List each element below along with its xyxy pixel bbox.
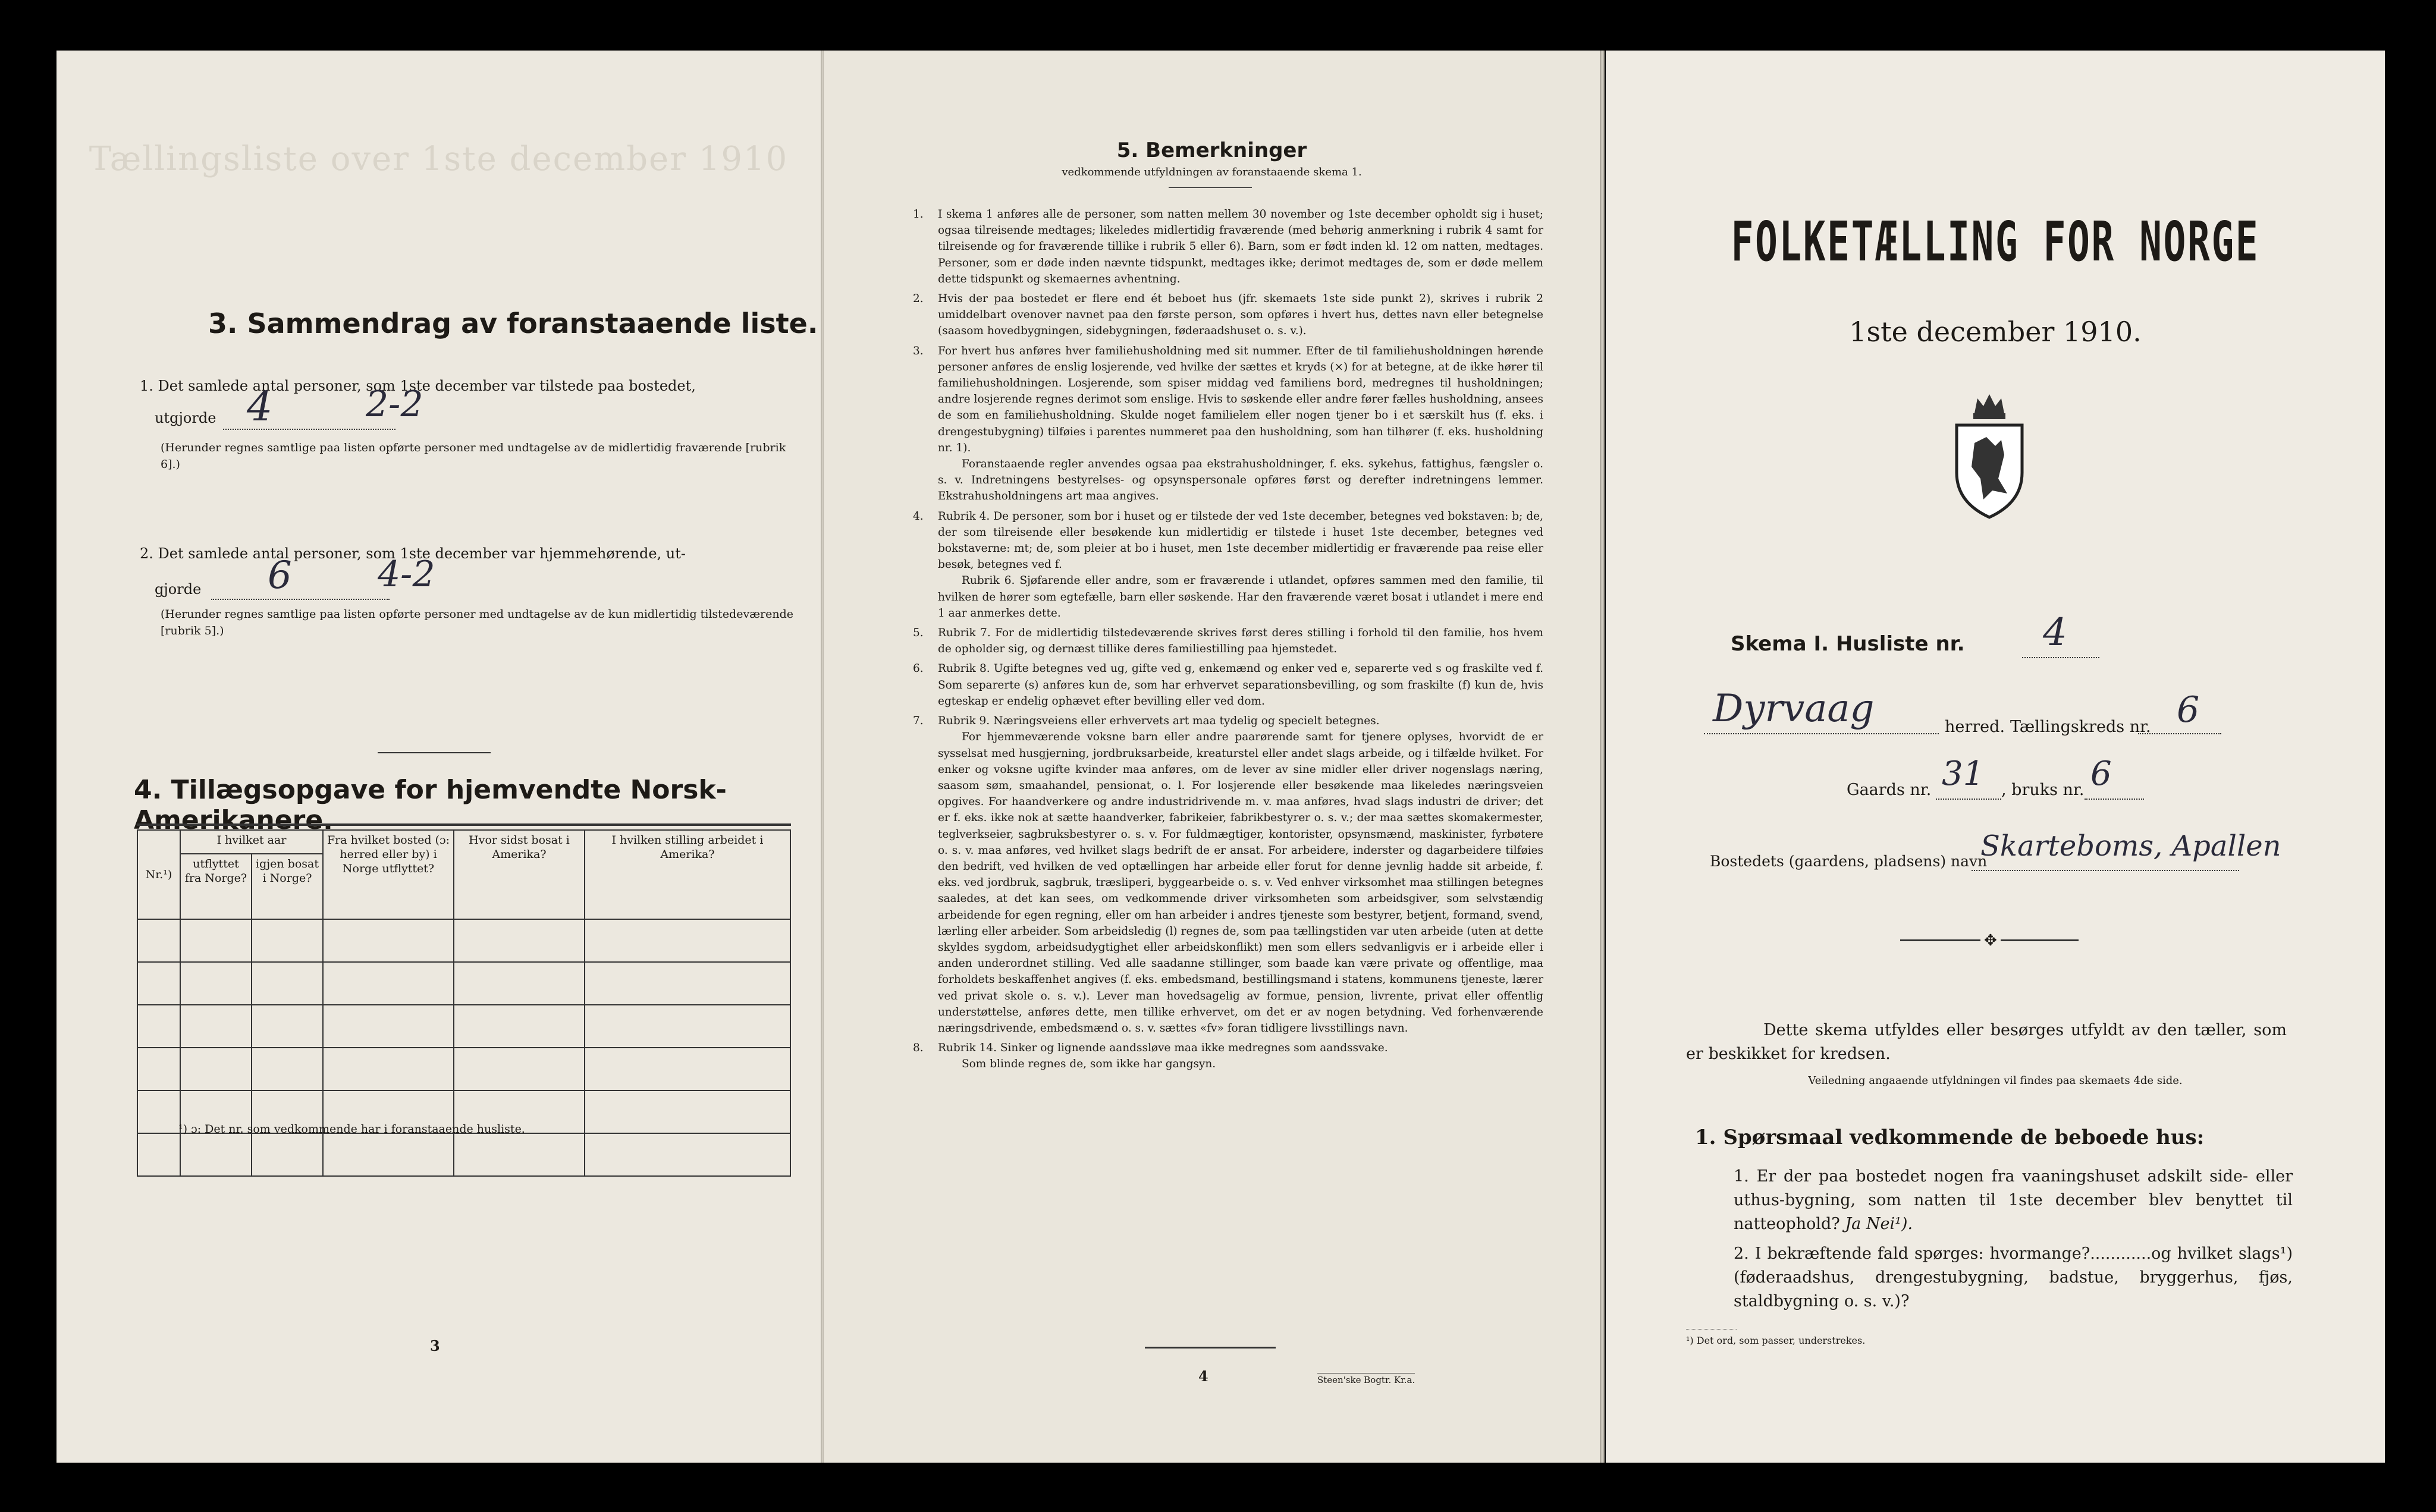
item-2-dotline (211, 599, 390, 600)
table-row (137, 1133, 790, 1176)
remark-subtext: Som blinde regnes de, som ikke har gangsyn. (962, 1058, 1216, 1071)
remark-number: 3. (913, 344, 924, 357)
remark-number: 6. (913, 662, 924, 675)
remark-item (913, 343, 1543, 505)
remark-item (913, 206, 1543, 287)
table-row (137, 962, 790, 1005)
form-date: 1ste december 1910. (1849, 316, 2142, 348)
remark-text: Rubrik 4. De personer, som bor i huset og er tilstede der ved 1ste december, betegnes ved bokstaven: b; de, der som tilreisende eller besøkende kun midlertidig er tilstede i huset 1ste december, betegnes ved bokstaverne: mt; de, som pleier at bo i huset, men 1ste december midlertidig er fraværende paa reise eller besøk, betegnes ved f. (938, 510, 1543, 571)
question-1-answer: Ja Nei¹). (1845, 1215, 1913, 1233)
item-1-utgjorde: utgjorde (155, 410, 216, 426)
coat-of-arms-icon (1945, 389, 2034, 520)
remarks-subtitle: vedkommende utfyldningen av foranstaaende skema 1. (1062, 166, 1362, 178)
printer-mark: Steen'ske Bogtr. Kr.a. (1317, 1373, 1415, 1385)
remark-text: Rubrik 8. Ugifte betegnes ved ug, gifte ved g, enkemænd og enker ved e, separerte ved s og fraskilte ved f. Som separerte (s) anføres kun de, som har erhvervet separationsbevilling, og som fraskilte (f) kun de, hvis egteskap er endelig ophævet efter bevilling eller ved dom. (938, 662, 1543, 708)
page-3 (56, 51, 821, 1463)
remark-subtext: Foranstaaende regler anvendes ogsaa paa ekstrahusholdninger, f. eks. sykehus, fattighus, fængsler o. s. v. Indretningens bestyrelses- og opsynspersonale opføres først og derefter indretningens lemmer. Ekstrahusholdningens art maa angives. (938, 458, 1543, 503)
page-1 (1606, 51, 2385, 1463)
page-1-footnote: ¹) Det ord, som passer, understrekes. (1686, 1335, 1866, 1346)
bosted-dotline (1972, 870, 2239, 871)
table-row (137, 919, 790, 962)
ghost-heading: Tællingsliste over 1ste december 1910 (89, 140, 789, 178)
item-2-value: 6 (268, 554, 292, 598)
remark-number: 4. (913, 510, 924, 523)
table-footnote: ¹) ɔ: Det nr. som vedkommende har i foranstaaende husliste. (178, 1123, 525, 1136)
col-year-group: I hvilket aar (180, 830, 323, 854)
summary-item-1: 1. Det samlede antal personer, som 1ste december var tilstede paa bostedet, (140, 378, 696, 394)
remark-item (913, 1040, 1543, 1072)
col-igjen: igjen bosat i Norge? (252, 854, 323, 919)
col-fra: Fra hvilket bosted (ɔ: herred eller by) i Norge utflyttet? (323, 830, 454, 919)
remark-text: For hvert hus anføres hver familiehusholdning med sit nummer. Efter de til familiehusholdningen hørende personer anføres de enslig losjerende, ved hvilke der sættes et kryds (×) for at betegne, at de ikke hører til familiehusholdningen. Losjerende, som spiser middag ved familiens bord, medregnes til husholdningen; andre losjerende regnes derimot som enslige. Hvis to søskende eller andre fører fælles husholdning, ansees de som en familiehusholdning. Skulde noget familielem eller nogen tjener bo i et særskilt hus (f. eks. i drengestubygning) tilføies i parentes nummeret paa den husholdning, som han tilhører (f. eks. husholdning nr. 1). (938, 344, 1543, 454)
table-row (137, 1005, 790, 1048)
bosted-value: Skarteboms, Apallen (1980, 829, 2281, 863)
remark-item (913, 713, 1543, 1036)
summary-item-2: 2. Det samlede antal personer, som 1ste december var hjemmehørende, ut- (140, 545, 686, 562)
page-fold-right (1600, 51, 1605, 1463)
remarks-title: 5. Bemerkninger (1116, 139, 1307, 162)
item-1-note: (Herunder regnes samtlige paa listen opførte personer med undtagelse av de midlertidig fraværende [rubrik 6].) (161, 441, 786, 471)
skema-label: Skema I. Husliste nr. (1731, 632, 1965, 656)
kreds-label: Tællingskreds nr. (2010, 718, 2151, 736)
end-rule (1145, 1347, 1276, 1348)
remark-text: Rubrik 14. Sinker og lignende aandssløve maa ikke medregnes som aandssvake. (938, 1042, 1388, 1055)
remark-number: 1. (913, 208, 924, 221)
remark-item (913, 291, 1543, 340)
remark-number: 7. (913, 715, 924, 728)
husliste-number: 4 (2043, 611, 2067, 655)
question-1: 1. Er der paa bostedet nogen fra vaaningshuset adskilt side- eller uthus-bygning, som natten til 1ste december blev benyttet til natteophold? Ja Nei¹). (1734, 1167, 2293, 1233)
remark-text: Rubrik 9. Næringsveiens eller erhvervets art maa tydelig og specielt betegnes. (938, 715, 1380, 728)
item-2-gjorde: gjorde (155, 581, 202, 598)
herred-dotline (1704, 733, 1939, 734)
col-stilling: I hvilken stilling arbeidet i Amerika? (585, 830, 790, 919)
remark-text: I skema 1 anføres alle de personer, som natten mellem 30 november og 1ste december opholdt sig i huset; ogsaa tilreisende medtages; likeledes midlertidig fraværende (med behørig anmerkning i rubrik 4 samt for tilreisende og for fraværende tillike i rubrik 5 eller 6). Barn, som er født inden kl. 12 om natten, medtages. Personer, som er døde inden nævnte tidspunkt, medtages ikke; derimot medtages de, som er døde mellem dette tidspunkt og skemaernes avhentning. (938, 208, 1543, 285)
intro-text: Dette skema utfyldes eller besørges utfyldt av den tæller, som er beskikket for kredsen. (1686, 1021, 2287, 1063)
ornament-icon: ✥ (1980, 932, 2001, 950)
bruks-label: , bruks nr. (2001, 781, 2085, 799)
bruks-value: 6 (2090, 755, 2112, 793)
remarks-list (913, 206, 1543, 1076)
gaards-dotline (1936, 799, 2001, 800)
item-2-value-2: 4-2 (378, 554, 435, 595)
remark-subtext: Rubrik 6. Sjøfarende eller andre, som er fraværende i utlandet, opføres sammen med den familie, til hvilken de hører som egtefælle, barn eller søskende. Har den fraværende været bosat i utlandet i mere end 1 aar anmerkes dette. (938, 574, 1543, 620)
section-4-title: 4. Tillægsopgave for hjemvendte Norsk-Amerikanere. (134, 775, 727, 835)
remark-number: 5. (913, 627, 924, 640)
remark-number: 2. (913, 293, 924, 306)
col-hvor: Hvor sidst bosat i Amerika? (454, 830, 585, 919)
husliste-dotline (2022, 657, 2099, 658)
gaards-label: Gaards nr. (1847, 781, 1932, 799)
page-4 (824, 51, 1600, 1463)
table-top-rule (137, 823, 791, 826)
section-3-title: 3. Sammendrag av foranstaaende liste. (208, 307, 818, 340)
remark-item (913, 661, 1543, 709)
page-number-4: 4 (1198, 1368, 1208, 1385)
question-2: 2. I bekræftende fald spørges: hvormange?............og hvilket slags¹) (føderaadshus, drengestubygning, badstue, bryggerhus, fjøs, staldbygning o. s. v.)? (1734, 1244, 2293, 1310)
remark-text: Hvis der paa bostedet er flere end ét beboet hus (jfr. skemaets 1ste side punkt 2), skrives i rubrik 2 umiddelbart ovenover navnet paa den første person, som opføres i hvert hus, dettes navn eller betegnelse (saasom hovedbygningen, sidebygningen, føderaadshuset o. s. v.). (938, 293, 1543, 338)
kreds-value: 6 (2177, 689, 2200, 731)
item-1-value-2: 2-2 (366, 383, 423, 425)
col-nr: Nr.¹) (137, 830, 180, 919)
remark-text: Rubrik 7. For de midlertidig tilstedeværende skrives først deres stilling i forhold til den familie, hos hvem de opholder sig, og dernæst tillike deres familiestilling paa hjemstedet. (938, 627, 1543, 656)
herred-value: Dyrvaag (1713, 687, 1875, 731)
col-utflyttet: utflyttet fra Norge? (180, 854, 252, 919)
remark-subtext: For hjemmeværende voksne barn eller andre paarørende samt for tjenere oplyses, hvorvidt de er sysselsat med husgjerning, jordbruksarbeide, kreaturstel eller andet slags arbeide, og i tilfælde hvilket. For enker og voksne ugifte kvinder maa anføres, om de lever av sine midler eller driver nogenslags næring, saasom søm, smaahandel, pensionat, o. l. For losjerende eller besøkende maa likeledes næringsveien opgives. For haandverkere og andre industridrivende m. v. maa anføres, hvad slags industri de driver; det er f. eks. ikke nok at sætte haandverker, fabrikeier, fabrikbestyrer o. s. v.; der maa sættes skomakermester, teglverkseier, sagbruksbestyrer o. s. v. For fuldmægtiger, kontorister, opsynsmænd, maskinister, fyrbøtere o. s. v. maa anføres, ved hvilket slags bedrift de er ansat. For arbeidere, inderster og dagarbeidere tilføies den bedrift, ved hvilken de ved optællingen har arbeide eller forut for denne jevnlig hadde sit arbeide, f. eks. ved jordbruk, sagbruk, træsliperi, byggearbeide o. s. v. Ved enhver virksomhet maa stillingen betegnes saaledes, at det kan sees, om vedkommende driver virksomheten som arbeidsgiver, som selvstændig arbeidende for egen regning, eller om han arbeider i andres tjeneste som bestyrer, betjent, formand, svend, lærling eller arbeider. Som arbeidsledig (l) regnes de, som paa tællingstiden var uten arbeide (uten at dette skyldes sygdom, arbeidsudygtighet eller arbeidskonflikt) men som ellers sedvanligvis er i arbeide eller i anden underordnet stilling. Ved alle saadanne stillinger, som baade kan være private og offentlige, maa forholdets beskaffenhet angives (f. eks. embedsmand, bestillingsmand i statens, kommunens tjeneste, lærer ved privat skole o. s. v.). Lever man hovedsagelig av formue, pension, livrente, privat eller offentlig understøttelse, anføres dette, men tillike erhvervet, om det er av nogen betydning. Ved forhenværende næringsdrivende, embedsmænd o. s. v. sættes «fv» foran tidligere livsstillings navn. (938, 731, 1543, 1035)
gaards-value: 31 (1942, 755, 1985, 793)
questions-heading: 1. Spørsmaal vedkommende de beboede hus: (1695, 1126, 2205, 1149)
page-number-3: 3 (430, 1337, 440, 1354)
subtitle-rule (1169, 187, 1252, 188)
separator-rule (378, 752, 491, 753)
veiledning-text: Veiledning angaaende utfyldningen vil findes paa skemaets 4de side. (1808, 1074, 2183, 1087)
remark-item (913, 625, 1543, 657)
bosted-label: Bostedets (gaardens, pladsens) navn (1710, 853, 1988, 870)
table-row (137, 1048, 790, 1090)
item-1-value: 4 (247, 383, 273, 430)
remark-item (913, 508, 1543, 621)
item-2-note: (Herunder regnes samtlige paa listen opførte personer med undtagelse av de kun midlertidig tilstedeværende [rubrik 5].) (161, 608, 794, 637)
bruks-dotline (2085, 799, 2144, 800)
remark-number: 8. (913, 1042, 924, 1055)
form-title: FOLKETÆLLING FOR NORGE (1731, 210, 2260, 274)
kreds-dotline (2138, 733, 2221, 734)
herred-label: herred. (1945, 718, 2005, 736)
